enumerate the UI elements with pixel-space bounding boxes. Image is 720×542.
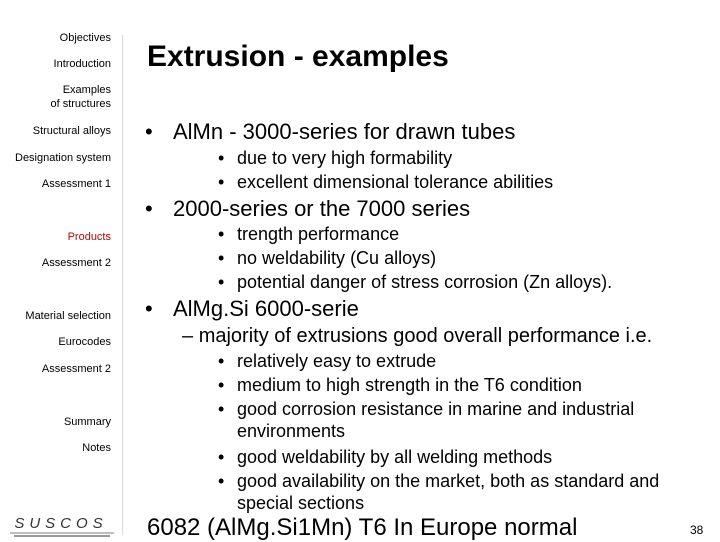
dash-item: – majority of extrusions good overall performance i.e. xyxy=(182,325,653,347)
bullet-text: good corrosion resistance in marine and industrial xyxy=(237,399,635,419)
sidebar-item-label: of structures xyxy=(50,98,111,110)
bullet-level2: • potential danger of stress corrosion (Zn alloys). xyxy=(218,272,613,292)
sidebar-item-assessment-2b[interactable]: Assessment 2 xyxy=(41,363,111,375)
bullet-text: potential danger of stress corrosion (Zn alloys). xyxy=(237,272,613,292)
bullet-level3: • good corrosion resistance in marine and industrial xyxy=(218,399,635,419)
bullet-text: medium to high strength in the T6 condition xyxy=(237,375,582,395)
bullet-text: AlMn - 3000-series for drawn tubes xyxy=(173,119,516,144)
dash-text: majority of extrusions good overall performance i.e. xyxy=(198,325,653,347)
sidebar-divider xyxy=(122,35,123,535)
sidebar-item-introduction[interactable]: Introduction xyxy=(53,58,111,70)
sidebar-item-designation-system[interactable]: Designation system xyxy=(15,152,111,164)
bullet-text: excellent dimensional tolerance abilities xyxy=(237,172,554,192)
sidebar-item-summary[interactable]: Summary xyxy=(63,416,111,428)
sidebar-item-products[interactable]: Products xyxy=(67,231,111,243)
bullet-text: no weldability (Cu alloys) xyxy=(237,248,437,268)
bullet-text: due to very high formability xyxy=(237,148,453,168)
bullet-level3: • good availability on the market, both as standard and xyxy=(218,471,660,491)
bullet-text: AlMg.Si 6000-serie xyxy=(173,296,359,321)
bullet-level2: • excellent dimensional tolerance abilities xyxy=(218,172,554,192)
page-number: 38 xyxy=(690,523,704,537)
bullet-level3: • relatively easy to extrude xyxy=(218,351,437,371)
bullet-level1: • AlMn - 3000-series for drawn tubes xyxy=(145,119,516,144)
sidebar-item-assessment-1[interactable]: Assessment 1 xyxy=(41,178,111,190)
sidebar-item-objectives[interactable]: Objectives xyxy=(59,32,111,44)
bullet-text: relatively easy to extrude xyxy=(237,351,437,371)
bullet-level2: • no weldability (Cu alloys) xyxy=(218,248,437,268)
bullet-level1: • 2000-series or the 7000 series xyxy=(145,196,471,221)
bullet-text: 2000-series or the 7000 series xyxy=(173,196,471,221)
sidebar-item-structural-alloys[interactable]: Structural alloys xyxy=(32,125,111,137)
sidebar-item-eurocodes[interactable]: Eurocodes xyxy=(58,336,111,348)
bullet-continuation: special sections xyxy=(237,493,365,513)
bullet-text: good availability on the market, both as standard and xyxy=(237,471,660,491)
sidebar-item-notes[interactable]: Notes xyxy=(82,442,111,454)
suscos-logo xyxy=(4,514,119,540)
logo-wordmark: SUSCOS xyxy=(14,515,108,532)
slide-title: Extrusion - examples xyxy=(147,40,449,73)
bullet-level3: • medium to high strength in the T6 condition xyxy=(218,375,582,395)
bullet-text: good weldability by all welding methods xyxy=(237,447,553,467)
bullet-level2: • due to very high formability xyxy=(218,148,453,168)
sidebar-nav xyxy=(0,0,122,540)
sidebar-item-material-selection[interactable]: Material selection xyxy=(25,310,111,322)
bullet-level3: • good weldability by all welding methods xyxy=(218,447,553,467)
sidebar-item-label: Examples xyxy=(62,84,111,96)
bullet-text: trength performance xyxy=(237,224,400,244)
bullet-level1: • AlMg.Si 6000-serie xyxy=(145,296,359,321)
sidebar-item-assessment-2[interactable]: Assessment 2 xyxy=(41,257,111,269)
footer-text: 6082 (AlMg.Si1Mn) T6 In Europe normal xyxy=(147,514,578,541)
bullet-level2: • trength performance xyxy=(218,224,400,244)
bullet-continuation: environments xyxy=(237,421,346,441)
sidebar-item-examples-of-structures[interactable] xyxy=(50,83,111,111)
